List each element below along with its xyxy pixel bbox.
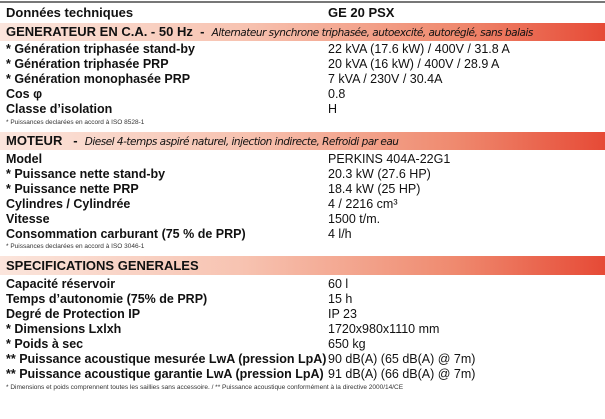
header-row	[6, 5, 605, 20]
spec-label: Vitesse	[6, 212, 50, 226]
section-engine	[0, 132, 605, 150]
spec-value: 22 kVA (17.6 kW) / 400V / 31.8 A	[328, 42, 510, 56]
section-title: MOTEUR	[6, 133, 63, 148]
spec-value: 1500 t/m.	[328, 212, 381, 226]
spec-label: ** Puissance acoustique garantie LwA (pression LpA)	[6, 367, 324, 381]
spec-row	[6, 227, 605, 242]
spec-label: ** Puissance acoustique mesurée LwA (pression LpA)	[6, 352, 327, 366]
spec-value: 20.3 kW (27.6 HP)	[328, 167, 431, 181]
footnote: * Puissances declarées en accord à ISO 3046-1	[6, 243, 145, 250]
spec-row	[6, 57, 605, 72]
top-rule	[0, 1, 605, 3]
spec-label: * Dimensions Lxlxh	[6, 322, 122, 336]
spec-label: * Génération triphasée PRP	[6, 57, 169, 71]
spec-row	[6, 197, 605, 212]
spec-value: 4 / 2216 cm³	[328, 197, 398, 211]
section-title: GENERATEUR EN C.A. - 50 Hz	[6, 24, 193, 39]
spec-value: 15 h	[328, 292, 353, 306]
spec-value: 60 l	[328, 277, 349, 291]
spec-value: 20 kVA (16 kW) / 400V / 28.9 A	[328, 57, 500, 71]
spec-label: * Poids à sec	[6, 337, 84, 351]
section-desc: Diesel 4-temps aspiré naturel, injection indirecte, Refroidi par eau	[84, 136, 399, 148]
spec-value: PERKINS 404A-22G1	[328, 152, 451, 166]
spec-label: Cos φ	[6, 87, 43, 101]
spec-value: 4 l/h	[328, 227, 352, 241]
spec-row	[6, 182, 605, 197]
spec-value: H	[328, 102, 338, 116]
spec-label: Degré de Protection IP	[6, 307, 141, 321]
spec-row	[6, 337, 605, 352]
spec-row	[6, 102, 605, 117]
spec-value: 0.8	[328, 87, 346, 101]
spec-label: Classe d’isolation	[6, 102, 113, 116]
spec-value: 90 dB(A) (65 dB(A) @ 7m)	[328, 352, 476, 366]
spec-label: Consommation carburant (75 % de PRP)	[6, 227, 246, 241]
spec-label: * Génération monophasée PRP	[6, 72, 191, 86]
spec-row	[6, 322, 605, 337]
spec-value: 1720x980x1110 mm	[328, 322, 440, 336]
spec-value: 91 dB(A) (66 dB(A) @ 7m)	[328, 367, 476, 381]
spec-label: Model	[6, 152, 43, 166]
spec-value: 7 kVA / 230V / 30.4A	[328, 72, 443, 86]
spec-row	[6, 277, 605, 292]
spec-row	[6, 307, 605, 322]
spec-row	[6, 367, 605, 382]
spec-label: * Puissance nette PRP	[6, 182, 139, 196]
spec-value: 18.4 kW (25 HP)	[328, 182, 421, 196]
spec-row	[6, 292, 605, 307]
footnote: * Dimensions et poids comprennent toutes les saillies sans accessoire. / ** Puissance acoustique conformément à la directive 2000/14/CE	[6, 384, 404, 391]
spec-row	[6, 72, 605, 87]
spec-row	[6, 152, 605, 167]
spec-row	[6, 42, 605, 57]
spec-label: Capacité réservoir	[6, 277, 116, 291]
spec-row	[6, 352, 605, 367]
section-desc: Alternateur synchrone triphasée, autoexcité, autoréglé, sans balais	[211, 27, 533, 39]
footnote: * Puissances declarées en accord à ISO 8528-1	[6, 119, 145, 126]
separator: -	[200, 24, 205, 39]
section-generator	[0, 23, 605, 41]
spec-value: 650 kg	[328, 337, 366, 351]
spec-label: Temps d’autonomie (75% de PRP)	[6, 292, 208, 306]
model-name: GE 20 PSX	[328, 5, 395, 20]
spec-row	[6, 167, 605, 182]
spec-label: * Puissance nette stand-by	[6, 167, 166, 181]
doc-title: Données techniques	[6, 5, 134, 20]
section-title: SPECIFICATIONS GENERALES	[6, 258, 199, 273]
separator: -	[73, 133, 78, 148]
spec-label: Cylindres / Cylindrée	[6, 197, 131, 211]
spec-label: * Génération triphasée stand-by	[6, 42, 195, 56]
spec-row	[6, 87, 605, 102]
spec-row	[6, 212, 605, 227]
section-general	[0, 256, 605, 275]
spec-value: IP 23	[328, 307, 357, 321]
